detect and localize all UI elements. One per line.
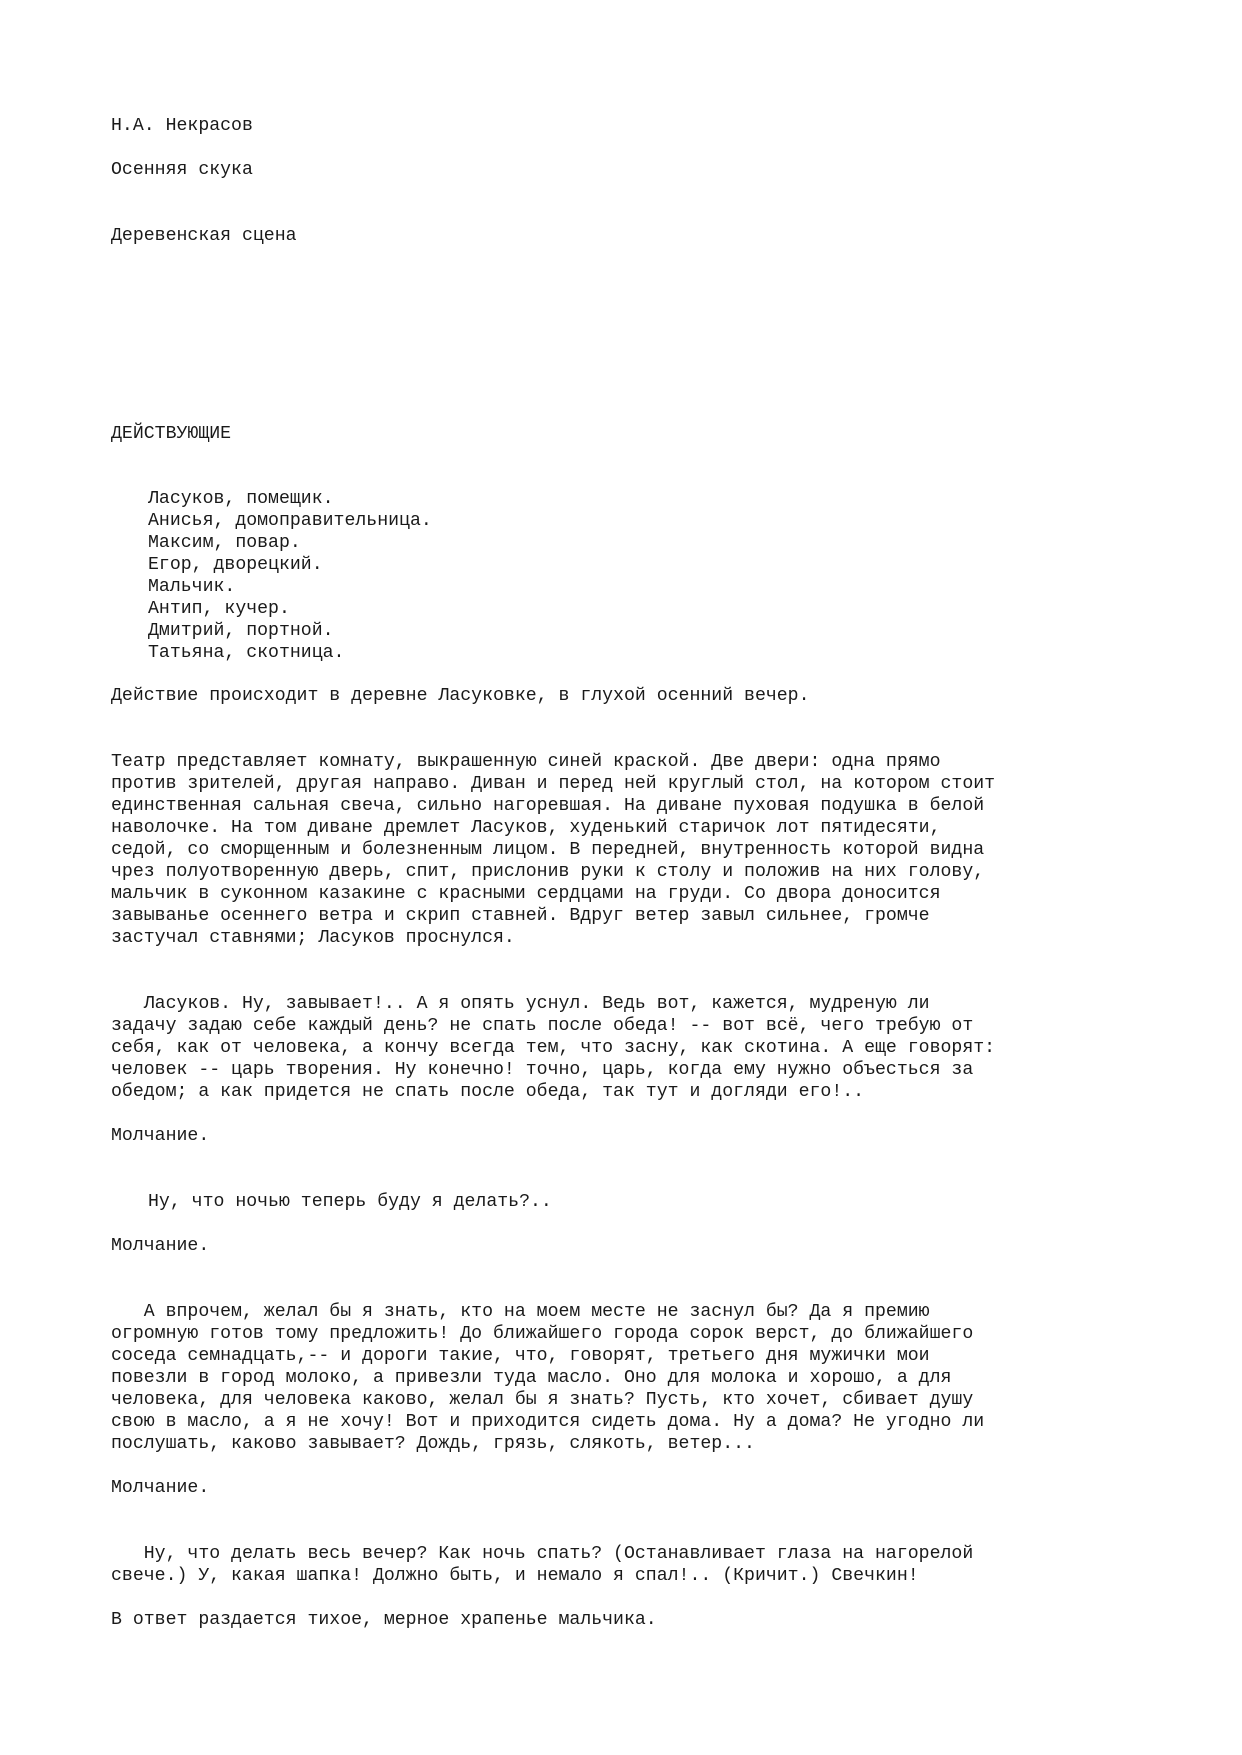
- cast-member: Максим, повар.: [148, 533, 301, 553]
- text-line: человек -- царь творения. Ну конечно! точно, царь, когда ему нужно объесться за: [111, 1060, 974, 1080]
- cast-member: Татьяна, скотница.: [148, 643, 345, 663]
- text-line: Театр представляет комнату, выкрашенную синей краской. Две двери: одна прямо: [111, 752, 941, 772]
- text-line: человека, для человека каково, желал бы я знать? Пусть, кто хочет, сбивает душу: [111, 1390, 974, 1410]
- cast-member: Антип, кучер.: [148, 599, 290, 619]
- text-line: Ну, что делать весь вечер? Как ночь спать? (Останавливает глаза на нагорелой: [111, 1544, 974, 1564]
- text-line: свою в масло, а я не хочу! Вот и приходится сидеть дома. Ну а дома? Не угодно ли: [111, 1412, 985, 1432]
- text-line: единственная сальная свеча, сильно нагоревшая. На диване пуховая подушка в белой: [111, 796, 985, 816]
- silence-direction: Молчание.: [111, 1126, 210, 1146]
- cast-member: Егор, дворецкий.: [148, 555, 323, 575]
- cast-member: Ласуков, помещик.: [148, 489, 334, 509]
- setting-line: Действие происходит в деревне Ласуковке, в глухой осенний вечер.: [111, 686, 810, 706]
- cast-member: Мальчик.: [148, 577, 236, 597]
- stage-direction: [111, 751, 1131, 949]
- speech-lasukov-2: Ну, что ночью теперь буду я делать?..: [148, 1192, 552, 1212]
- text-line: мальчик в суконном казакине с красными сердцами на груди. Со двора доносится: [111, 884, 941, 904]
- silence-direction: Молчание.: [111, 1478, 210, 1498]
- speech-lasukov-4: [111, 1543, 1131, 1587]
- play-title: Осенняя скука: [111, 160, 253, 180]
- text-line: обедом; а как придется не спать после обеда, так тут и догляди его!..: [111, 1082, 865, 1102]
- closing-direction: В ответ раздается тихое, мерное храпенье мальчика.: [111, 1610, 657, 1630]
- text-line: чрез полуотворенную дверь, спит, прислонив руки к столу и положив на них голову,: [111, 862, 985, 882]
- text-line: против зрителей, другая направо. Диван и перед ней круглый стол, на котором стоит: [111, 774, 996, 794]
- text-line: себя, как от человека, а кончу всегда тем, что засну, как скотина. А еще говорят:: [111, 1038, 996, 1058]
- silence-direction: Молчание.: [111, 1236, 210, 1256]
- speech-lasukov-1: [111, 993, 1131, 1103]
- cast-heading: ДЕЙСТВУЮЩИЕ: [111, 424, 232, 444]
- text-line: соседа семнадцать,-- и дороги такие, что, говорят, третьего дня мужички мои: [111, 1346, 930, 1366]
- text-line: седой, со сморщенным и болезненным лицом. В передней, внутренность которой видна: [111, 840, 985, 860]
- text-line: А впрочем, желал бы я знать, кто на моем месте не заснул бы? Да я премию: [111, 1302, 930, 1322]
- text-line: свече.) У, какая шапка! Должно быть, и немало я спал!.. (Кричит.) Свечкин!: [111, 1566, 919, 1586]
- cast-member: Анисья, домоправительница.: [148, 511, 432, 531]
- speech-lasukov-3: [111, 1301, 1131, 1455]
- text-line: наволочке. На том диване дремлет Ласуков, худенький старичок лот пятидесяти,: [111, 818, 941, 838]
- text-line: огромную готов тому предложить! До ближайшего города сорок верст, до ближайшего: [111, 1324, 974, 1344]
- text-line: завыванье осеннего ветра и скрип ставней. Вдруг ветер завыл сильнее, громче: [111, 906, 930, 926]
- text-line: Ласуков. Ну, завывает!.. А я опять уснул. Ведь вот, кажется, мудреную ли: [111, 994, 930, 1014]
- play-subtitle: Деревенская сцена: [111, 226, 297, 246]
- cast-member: Дмитрий, портной.: [148, 621, 334, 641]
- text-line: задачу задаю себе каждый день? не спать после обеда! -- вот всё, чего требую от: [111, 1016, 974, 1036]
- text-line: застучал ставнями; Ласуков проснулся.: [111, 928, 515, 948]
- text-line: повезли в город молоко, а привезли туда масло. Оно для молока и хорошо, а для: [111, 1368, 952, 1388]
- text-line: послушать, каково завывает? Дождь, грязь, слякоть, ветер...: [111, 1434, 755, 1454]
- cast-list: [148, 488, 432, 664]
- author-name: Н.А. Некрасов: [111, 116, 253, 136]
